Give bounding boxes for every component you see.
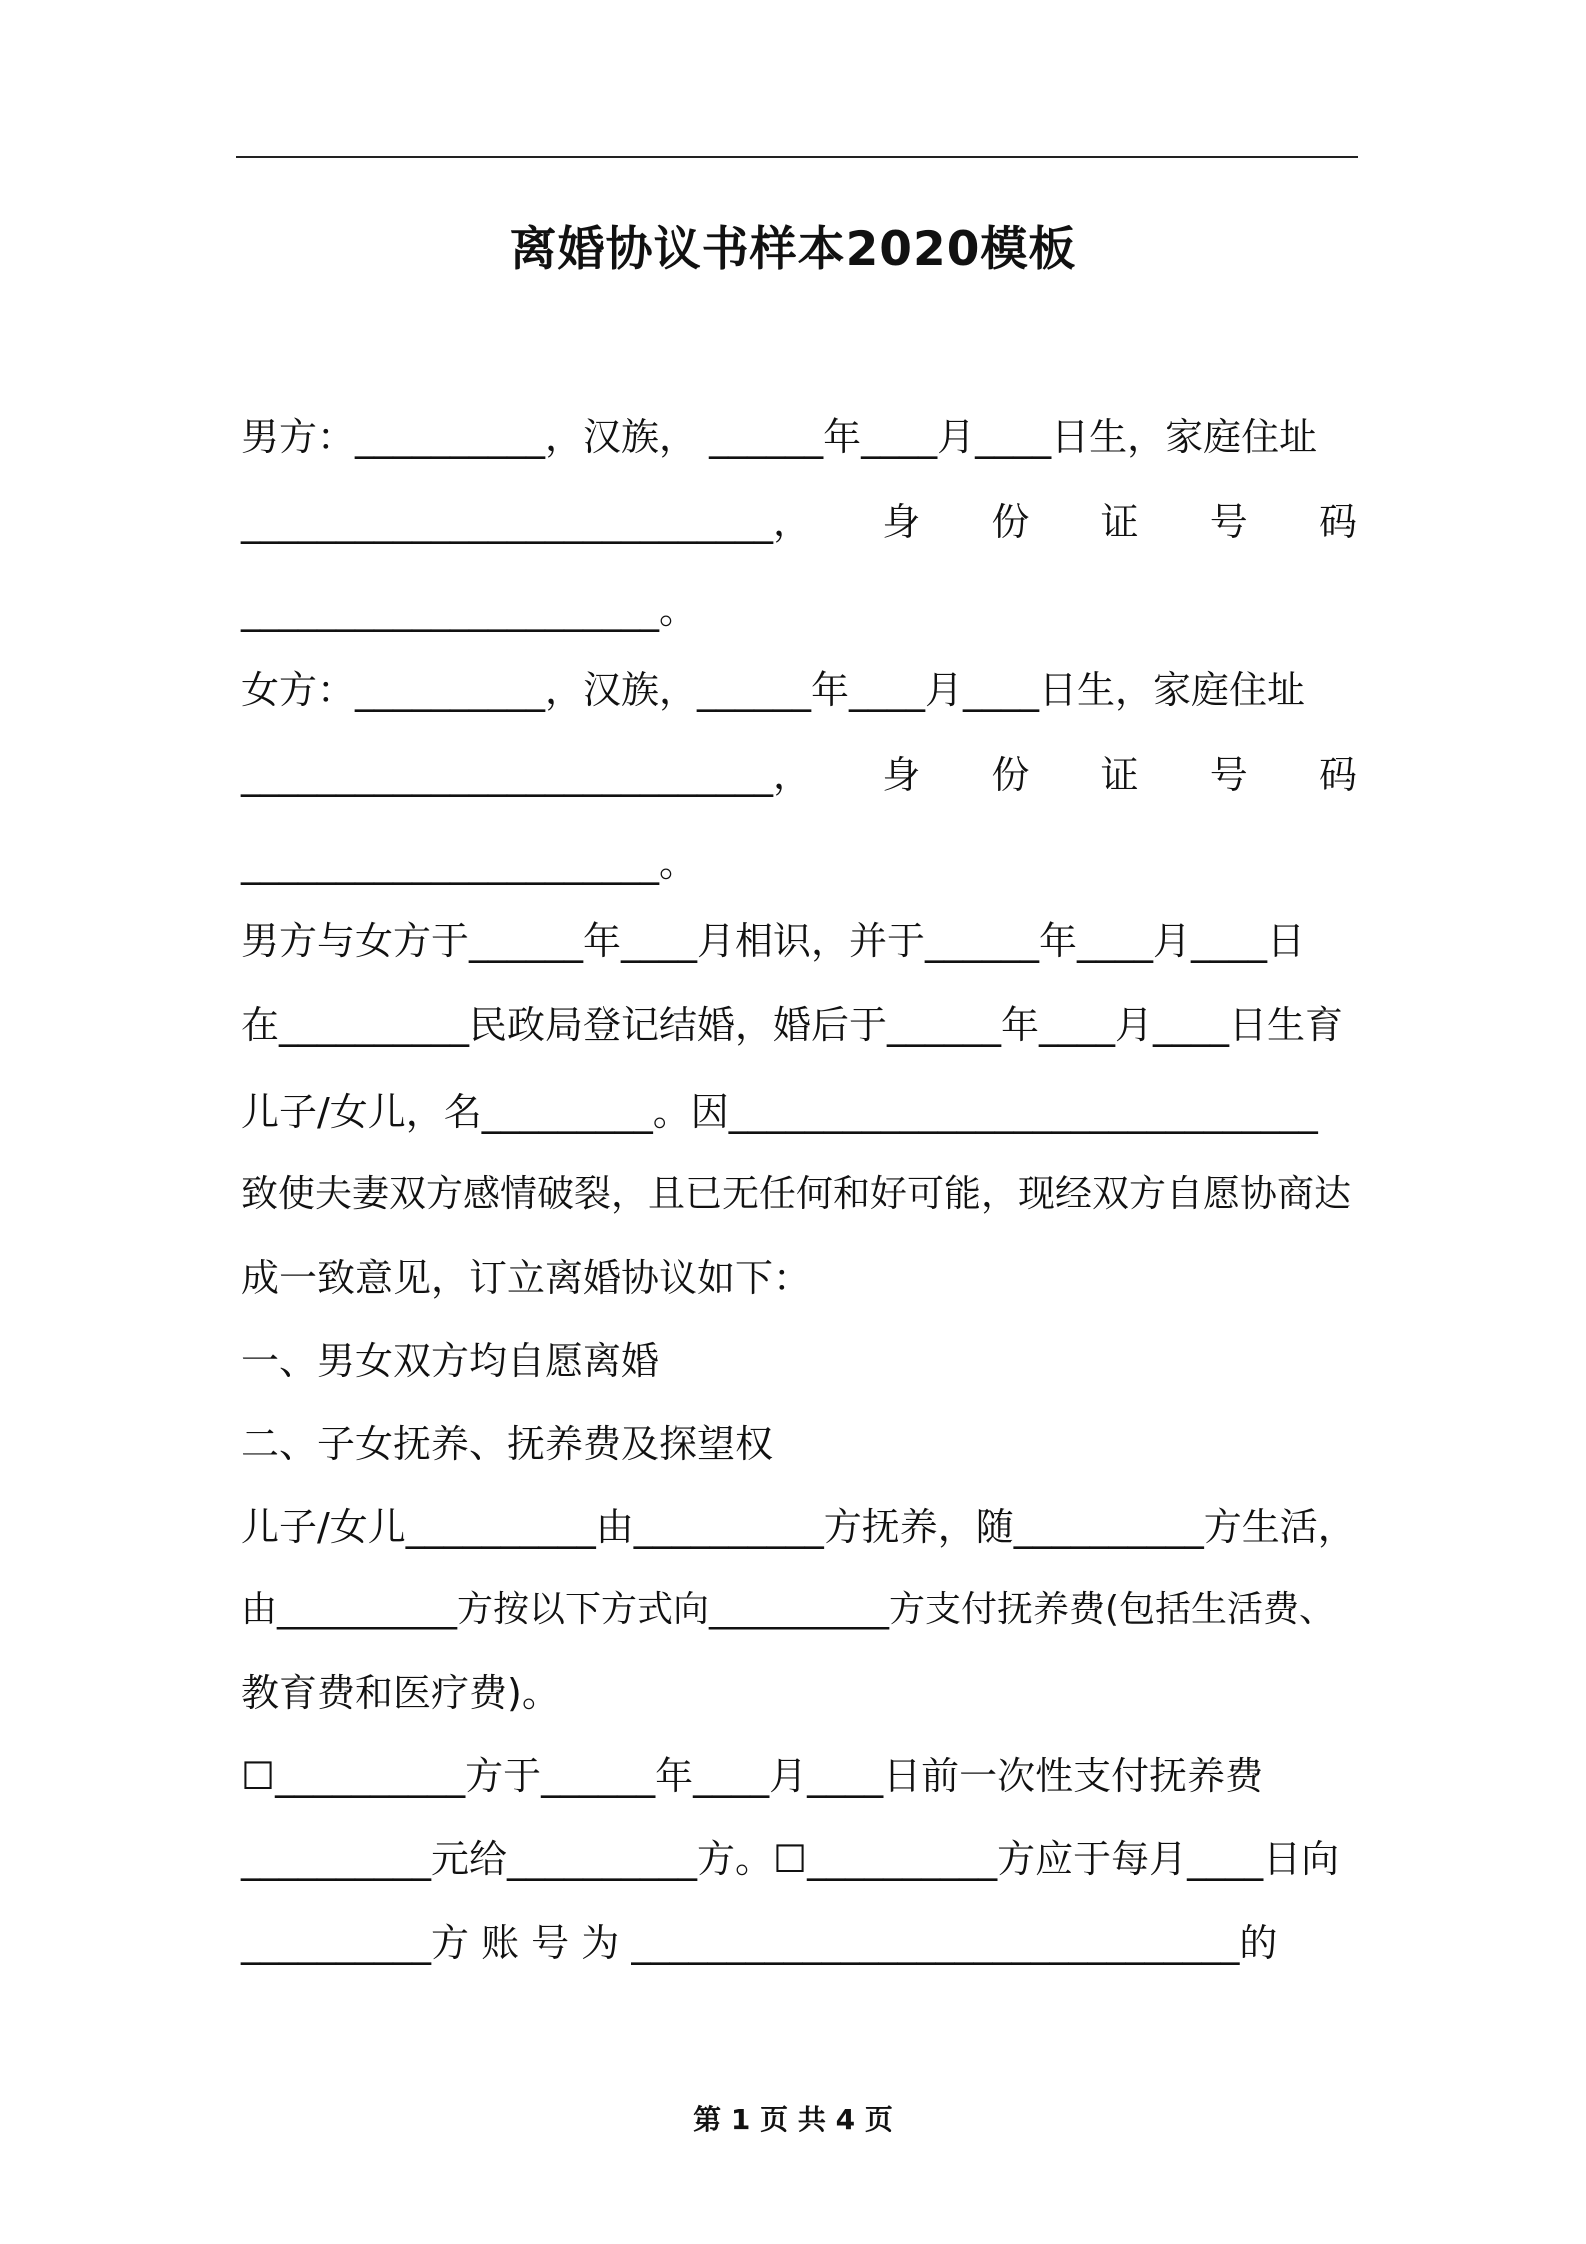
section-heading: 二、子女抚养、抚养费及探望权 [241, 1422, 774, 1466]
page-number: 第 1 页 共 4 页 [693, 2103, 893, 2136]
paragraph-line: 在__________民政局登记结婚，婚后于______年____月____日生育 [241, 1003, 1344, 1047]
id-label-char: 号 [1209, 753, 1248, 797]
male-id-blank-line: ______________________。 [241, 588, 698, 632]
id-label-char: 份 [991, 500, 1030, 544]
paragraph-line: 致使夫妻双方感情破裂，且已无任何和好可能，现经双方自愿协商达 [241, 1172, 1351, 1215]
id-label-char: 号 [1209, 500, 1248, 544]
id-label-char: 证 [1100, 753, 1139, 797]
paragraph-line: 成一致意见，订立离婚协议如下： [241, 1256, 812, 1300]
id-label-char: 身 [882, 500, 921, 544]
address-blank: ____________________________， [241, 500, 812, 544]
paragraph-line: 由__________方按以下方式向__________方支付抚养费(包括生活费、 [241, 1589, 1336, 1630]
paragraph-line: 男方与女方于______年____月相识，并于______年____月____日 [241, 919, 1306, 963]
female-address-id-line [241, 750, 1357, 800]
id-label-char: 码 [1318, 500, 1357, 544]
id-label-char: 份 [991, 753, 1030, 797]
paragraph-line: __________方 账 号 为 ________________________________的 [241, 1921, 1278, 1965]
paragraph-line: ☐__________方于______年____月____日前一次性支付抚养费 [241, 1754, 1264, 1798]
male-address-id-line [241, 497, 1357, 547]
female-info-line: 女方：__________，汉族，______年____月____日生，家庭住址 [241, 668, 1306, 712]
id-label-char: 证 [1100, 500, 1139, 544]
id-label-char: 码 [1318, 753, 1357, 797]
section-heading: 一、男女双方均自愿离婚 [241, 1339, 660, 1383]
paragraph-line: 儿子/女儿__________由__________方抚养，随__________方生活， [241, 1505, 1356, 1549]
paragraph-line: __________元给__________方。☐__________方应于每月____日向 [241, 1837, 1340, 1881]
header-rule [236, 156, 1358, 158]
male-info-line: 男方：__________，汉族， ______年____月____日生，家庭住址 [241, 415, 1318, 459]
id-label-char: 身 [882, 753, 921, 797]
paragraph-line: 儿子/女儿，名_________。因_______________________________ [241, 1090, 1318, 1134]
address-blank: ____________________________， [241, 753, 812, 797]
document-title: 离婚协议书样本2020模板 [509, 222, 1077, 277]
female-id-blank-line: ______________________。 [241, 841, 698, 885]
paragraph-line: 教育费和医疗费)。 [241, 1671, 560, 1715]
